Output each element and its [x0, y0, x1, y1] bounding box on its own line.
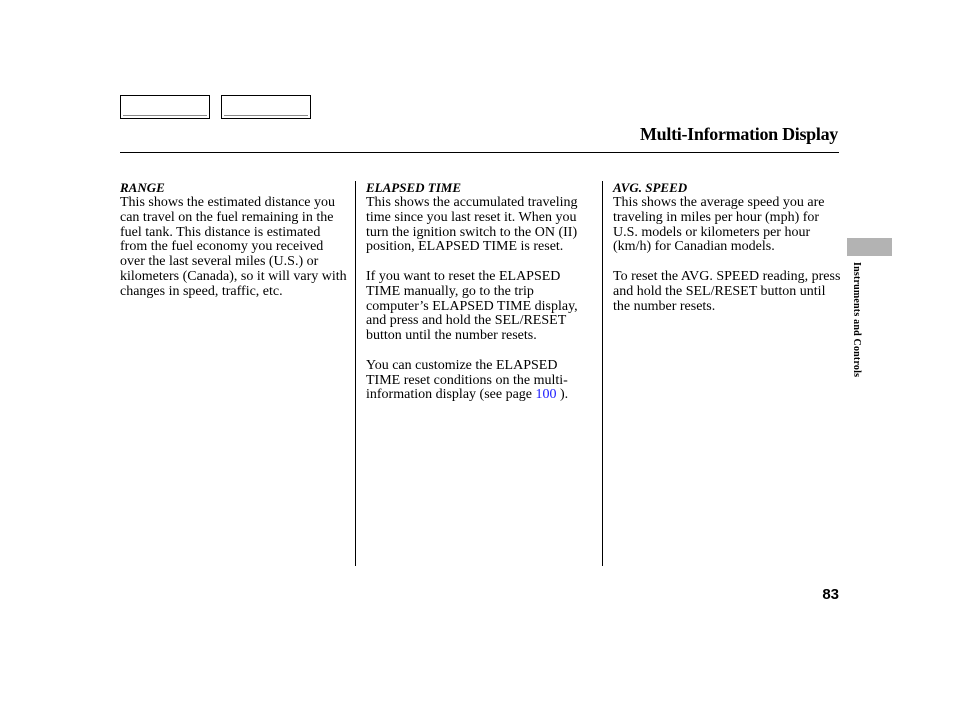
previous-page-button[interactable]	[120, 95, 210, 119]
avg-speed-heading: AVG. SPEED	[613, 180, 688, 195]
elapsed-time-column	[366, 180, 594, 418]
avg-speed-paragraph: To reset the AVG. SPEED reading, press and hold the SEL/RESET button until the number resets.	[613, 268, 841, 314]
page-reference-link[interactable]: 100	[535, 387, 557, 403]
range-paragraph: This shows the estimated distance you can travel on the fuel remaining in the fuel tank. This distance is estimated from the fuel economy you received over the last several miles (U.S.) or kilometers (Canada), so it will vary with changes in speed, traffic, etc.	[120, 195, 347, 299]
column-divider	[602, 181, 603, 566]
elapsed-time-paragraph: If you want to reset the ELAPSED TIME manually, go to the trip computer’s ELAPSED TIME display, and press and hold the SEL/RESET button until the number resets.	[366, 268, 578, 344]
section-tab	[847, 238, 892, 256]
button-underline	[123, 115, 207, 116]
range-heading: RANGE	[120, 180, 165, 195]
elapsed-time-paragraph: This shows the accumulated traveling time since you last reset it. When you turn the ignition switch to the ON (II) position, ELAPSED TIME is reset.	[366, 195, 578, 255]
button-underline	[224, 115, 308, 116]
page-number: 83	[822, 586, 839, 603]
title-divider	[120, 152, 839, 153]
elapsed-time-heading: ELAPSED TIME	[366, 180, 461, 195]
customize-text: You can customize the ELAPSED TIME reset conditions on the multi-information display (see page	[366, 357, 568, 403]
avg-speed-column	[613, 180, 841, 329]
avg-speed-paragraph: This shows the average speed you are traveling in miles per hour (mph) for U.S. models or kilometers per hour (km/h) for Canadian models.	[613, 195, 825, 255]
customize-text-end: ).	[556, 387, 569, 403]
column-divider	[355, 181, 356, 566]
elapsed-time-customize-paragraph	[366, 359, 594, 403]
page-title: Multi-Information Display	[639, 124, 838, 144]
section-label: Instruments and Controls	[851, 262, 862, 378]
next-page-button[interactable]	[221, 95, 311, 119]
range-column	[120, 180, 348, 314]
